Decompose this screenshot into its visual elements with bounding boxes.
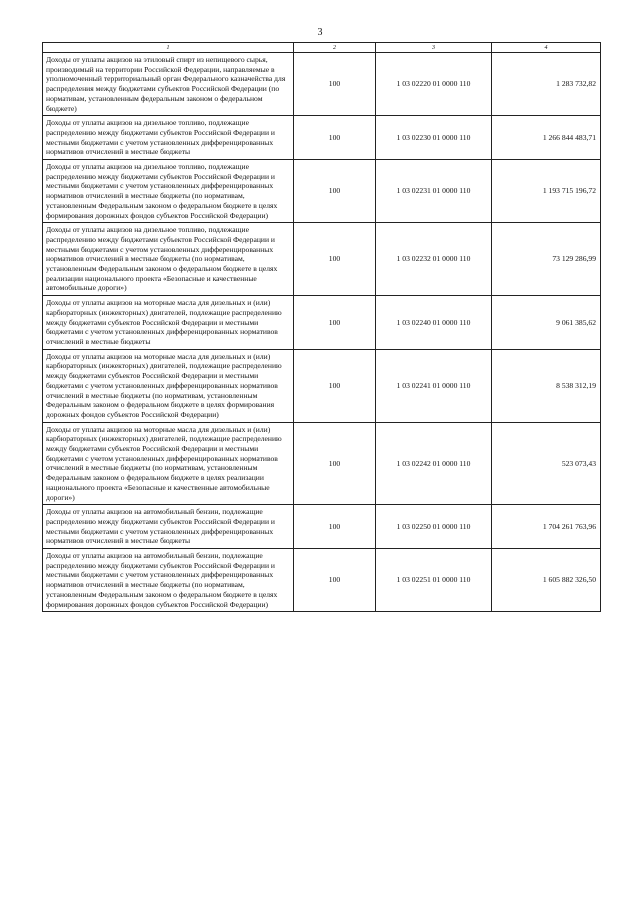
header-col-4: 4 bbox=[492, 43, 601, 53]
amount: 73 129 286,99 bbox=[492, 223, 601, 296]
amount: 9 061 385,62 bbox=[492, 296, 601, 350]
admin-code: 100 bbox=[294, 223, 376, 296]
header-col-2: 2 bbox=[294, 43, 376, 53]
revenue-name: Доходы от уплаты акцизов на моторные масла для дизельных и (или) карбюраторных (инжекторных) двигателей, подлежащие распределению между бюджетами субъектов Российской Федерации и местными бюджетами с учетом установленных дифференцированных нормативов отчислений в местные бюджеты (по нормативам, установленным Федеральным законом о федеральном бюджете в целях реализации национального проекта «Безопасные и качественные автомобильные дороги») bbox=[43, 422, 294, 505]
revenue-name: Доходы от уплаты акцизов на моторные масла для дизельных и (или) карбюраторных (инжекторных) двигателей, подлежащие распределению между бюджетами субъектов Российской Федерации и местными бюджетами с учетом установленных дифференцированных нормативов отчислений в местные бюджеты bbox=[43, 296, 294, 350]
budget-classification-code: 1 03 02220 01 0000 110 bbox=[376, 53, 492, 116]
table-row bbox=[43, 349, 601, 422]
header-col-1: 1 bbox=[43, 43, 294, 53]
revenue-name: Доходы от уплаты акцизов на дизельное топливо, подлежащие распределению между бюджетами субъектов Российской Федерации и местными бюджетами с учетом установленных дифференцированных нормативов отчислений в местные бюджеты (по нормативам, установленным Федеральным законом о федеральном бюджете в целях реализации национального проекта «Безопасные и качественные автомобильные дороги») bbox=[43, 223, 294, 296]
admin-code: 100 bbox=[294, 549, 376, 612]
budget-classification-code: 1 03 02241 01 0000 110 bbox=[376, 349, 492, 422]
amount: 1 193 715 196,72 bbox=[492, 160, 601, 223]
admin-code: 100 bbox=[294, 116, 376, 160]
table-row bbox=[43, 422, 601, 505]
budget-classification-code: 1 03 02240 01 0000 110 bbox=[376, 296, 492, 350]
admin-code: 100 bbox=[294, 160, 376, 223]
admin-code: 100 bbox=[294, 422, 376, 505]
budget-classification-code: 1 03 02231 01 0000 110 bbox=[376, 160, 492, 223]
amount: 523 073,43 bbox=[492, 422, 601, 505]
revenue-name: Доходы от уплаты акцизов на дизельное топливо, подлежащие распределению между бюджетами субъектов Российской Федерации и местными бюджетами с учетом установленных дифференцированных нормативов отчислений в местные бюджеты (по нормативам, установленным Федеральным законом о федеральном бюджете в целях формирования дорожных фондов субъектов Российской Федерации) bbox=[43, 160, 294, 223]
page-number: 3 bbox=[317, 27, 323, 38]
header-col-3: 3 bbox=[376, 43, 492, 53]
revenue-name: Доходы от уплаты акцизов на автомобильный бензин, подлежащие распределению между бюджетами субъектов Российской Федерации и местными бюджетами с учетом установленных дифференцированных нормативов отчислений в местные бюджеты (по нормативам, установленным Федеральным законом о федеральном бюджете в целях формирования дорожных фондов субъектов Российской Федерации) bbox=[43, 549, 294, 612]
revenue-name: Доходы от уплаты акцизов на автомобильный бензин, подлежащие распределению между бюджетами субъектов Российской Федерации и местными бюджетами с учетом установленных дифференцированных нормативов отчислений в местные бюджеты bbox=[43, 505, 294, 549]
table-row bbox=[43, 505, 601, 549]
budget-classification-code: 1 03 02242 01 0000 110 bbox=[376, 422, 492, 505]
budget-classification-code: 1 03 02250 01 0000 110 bbox=[376, 505, 492, 549]
admin-code: 100 bbox=[294, 349, 376, 422]
amount: 1 283 732,82 bbox=[492, 53, 601, 116]
header-row bbox=[43, 43, 601, 53]
admin-code: 100 bbox=[294, 296, 376, 350]
admin-code: 100 bbox=[294, 53, 376, 116]
amount: 1 704 261 763,96 bbox=[492, 505, 601, 549]
amount: 1 605 882 326,50 bbox=[492, 549, 601, 612]
revenue-name: Доходы от уплаты акцизов на моторные масла для дизельных и (или) карбюраторных (инжекторных) двигателей, подлежащие распределению между бюджетами субъектов Российской Федерации и местными бюджетами с учетом установленных дифференцированных нормативов отчислений в местные бюджеты (по нормативам, установленным Федеральным законом о федеральном бюджете в целях формирования дорожных фондов субъектов Российской Федерации) bbox=[43, 349, 294, 422]
budget-classification-code: 1 03 02230 01 0000 110 bbox=[376, 116, 492, 160]
table-row bbox=[43, 53, 601, 116]
table-row bbox=[43, 549, 601, 612]
amount: 8 538 312,19 bbox=[492, 349, 601, 422]
revenue-name: Доходы от уплаты акцизов на этиловый спирт из непищевого сырья, производимый на территории Российской Федерации, направляемые в уполномоченный территориальный орган Федерального казначейства для распределения между бюджетами субъектов Российской Федерации (по нормативам, установленным федеральным законом о федеральном бюджете) bbox=[43, 53, 294, 116]
table-row bbox=[43, 160, 601, 223]
budget-classification-code: 1 03 02251 01 0000 110 bbox=[376, 549, 492, 612]
amount: 1 266 844 483,71 bbox=[492, 116, 601, 160]
table-row bbox=[43, 296, 601, 350]
revenue-name: Доходы от уплаты акцизов на дизельное топливо, подлежащие распределению между бюджетами субъектов Российской Федерации и местными бюджетами с учетом установленных дифференцированных нормативов отчислений в местные бюджеты bbox=[43, 116, 294, 160]
budget-classification-code: 1 03 02232 01 0000 110 bbox=[376, 223, 492, 296]
table-row bbox=[43, 116, 601, 160]
revenue-table bbox=[42, 42, 601, 612]
admin-code: 100 bbox=[294, 505, 376, 549]
table-row bbox=[43, 223, 601, 296]
